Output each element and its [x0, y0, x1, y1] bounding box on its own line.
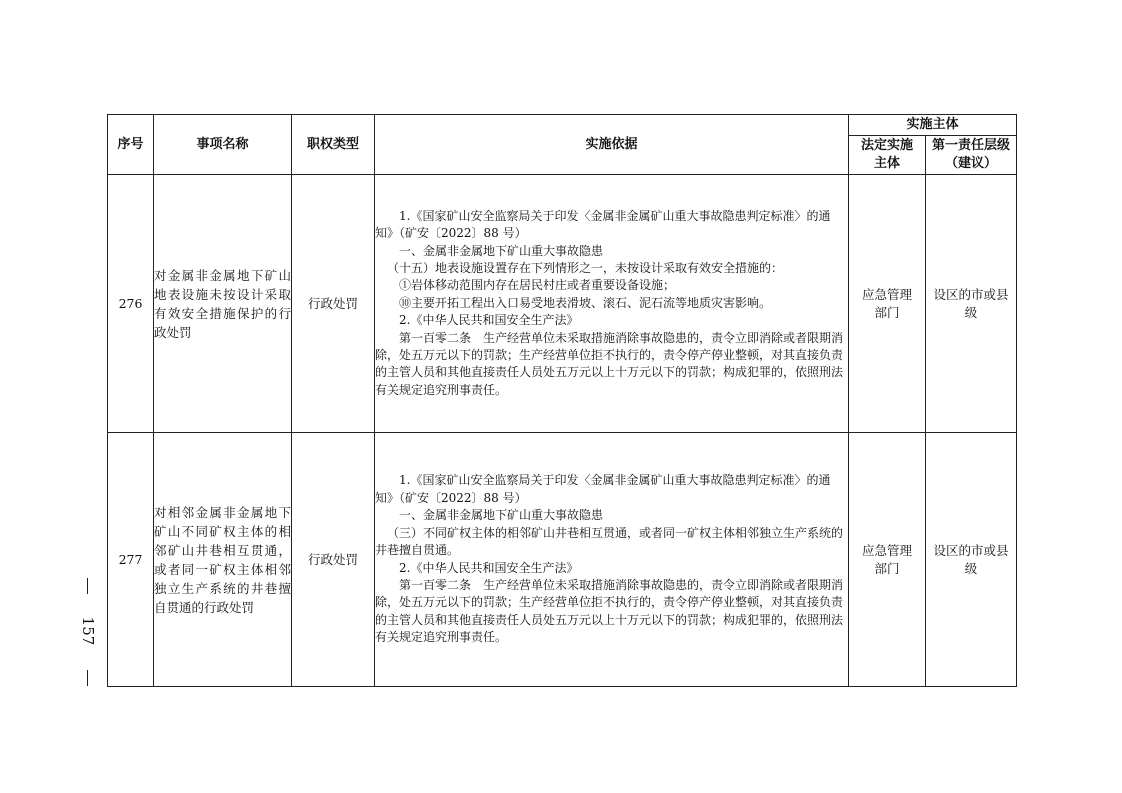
row-type: 行政处罚: [292, 175, 375, 433]
header-basis: 实施依据: [375, 115, 849, 175]
header-legal-subject: 法定实施主体: [849, 136, 926, 175]
basis-paragraph: 2.《中华人民共和国安全生产法》: [399, 313, 579, 328]
table-row: [108, 433, 1017, 687]
header-responsibility: 第一责任层级（建议）: [926, 136, 1017, 175]
row-name: 对金属非金属地下矿山地表设施未按设计采取有效安全措施保护的行政处罚: [154, 175, 292, 433]
row-seq: 277: [108, 433, 154, 687]
basis-paragraph: 第一百零二条 生产经营单位未采取措施消除事故隐患的，责令立即消除或者限期消除，处五万元以下的罚款；生产经营单位拒不执行的，责令停产停业整顿，对其直接负责的主管人员和其他直接责任人员处五万元以上十万元以下的罚款；构成犯罪的，依照刑法有关规定追究刑事责任。: [375, 577, 844, 645]
basis-paragraph: 1.《国家矿山安全监察局关于印发〈金属非金属矿山重大事故隐患判定标准〉的通知》（矿安〔2022〕88 号）: [375, 208, 831, 241]
row-seq: 276: [108, 175, 154, 433]
row-basis: [375, 433, 849, 687]
basis-paragraph: （十五）地表设施设置存在下列情形之一，未按设计采取有效安全措施的：: [387, 260, 784, 275]
row-basis: [375, 175, 849, 433]
basis-paragraph: 2.《中华人民共和国安全生产法》: [399, 560, 579, 575]
header-subject: 实施主体: [849, 115, 1017, 136]
page-number-dash: [87, 670, 88, 686]
header-name: 事项名称: [154, 115, 292, 175]
page-number-text: 157: [79, 616, 97, 646]
basis-paragraph: 一、金属非金属地下矿山重大事故隐患: [399, 243, 604, 258]
page-number: [78, 578, 98, 688]
page-number-dash: [87, 578, 88, 594]
row-legal-subject: 应急管理部门: [849, 433, 926, 687]
basis-paragraph: ⑩主要开拓工程出入口易受地表滑坡、滚石、泥石流等地质灾害影响。: [399, 295, 772, 310]
row-responsibility: 设区的市或县级: [926, 175, 1017, 433]
enforcement-table: [107, 114, 1017, 687]
basis-paragraph: ①岩体移动范围内存在居民村庄或者重要设备设施；: [399, 278, 676, 293]
basis-paragraph: 一、金属非金属地下矿山重大事故隐患: [399, 508, 604, 523]
basis-paragraph: （三）不同矿权主体的相邻矿山井巷相互贯通，或者同一矿权主体相邻独立生产系统的井巷擅自贯通。: [375, 525, 844, 558]
table-row: [108, 175, 1017, 433]
row-name: 对相邻金属非金属地下矿山不同矿权主体的相邻矿山井巷相互贯通，或者同一矿权主体相邻独立生产系统的井巷擅自贯通的行政处罚: [154, 433, 292, 687]
row-type: 行政处罚: [292, 433, 375, 687]
row-legal-subject: 应急管理部门: [849, 175, 926, 433]
basis-paragraph: 第一百零二条 生产经营单位未采取措施消除事故隐患的，责令立即消除或者限期消除，处五万元以下的罚款；生产经营单位拒不执行的，责令停产停业整顿，对其直接负责的主管人员和其他直接责任人员处五万元以上十万元以下的罚款；构成犯罪的，依照刑法有关规定追究刑事责任。: [375, 330, 844, 397]
header-type: 职权类型: [292, 115, 375, 175]
row-responsibility: 设区的市或县级: [926, 433, 1017, 687]
basis-paragraph: 1.《国家矿山安全监察局关于印发〈金属非金属矿山重大事故隐患判定标准〉的通知》（矿安〔2022〕88 号）: [375, 473, 831, 505]
header-seq: 序号: [108, 115, 154, 175]
